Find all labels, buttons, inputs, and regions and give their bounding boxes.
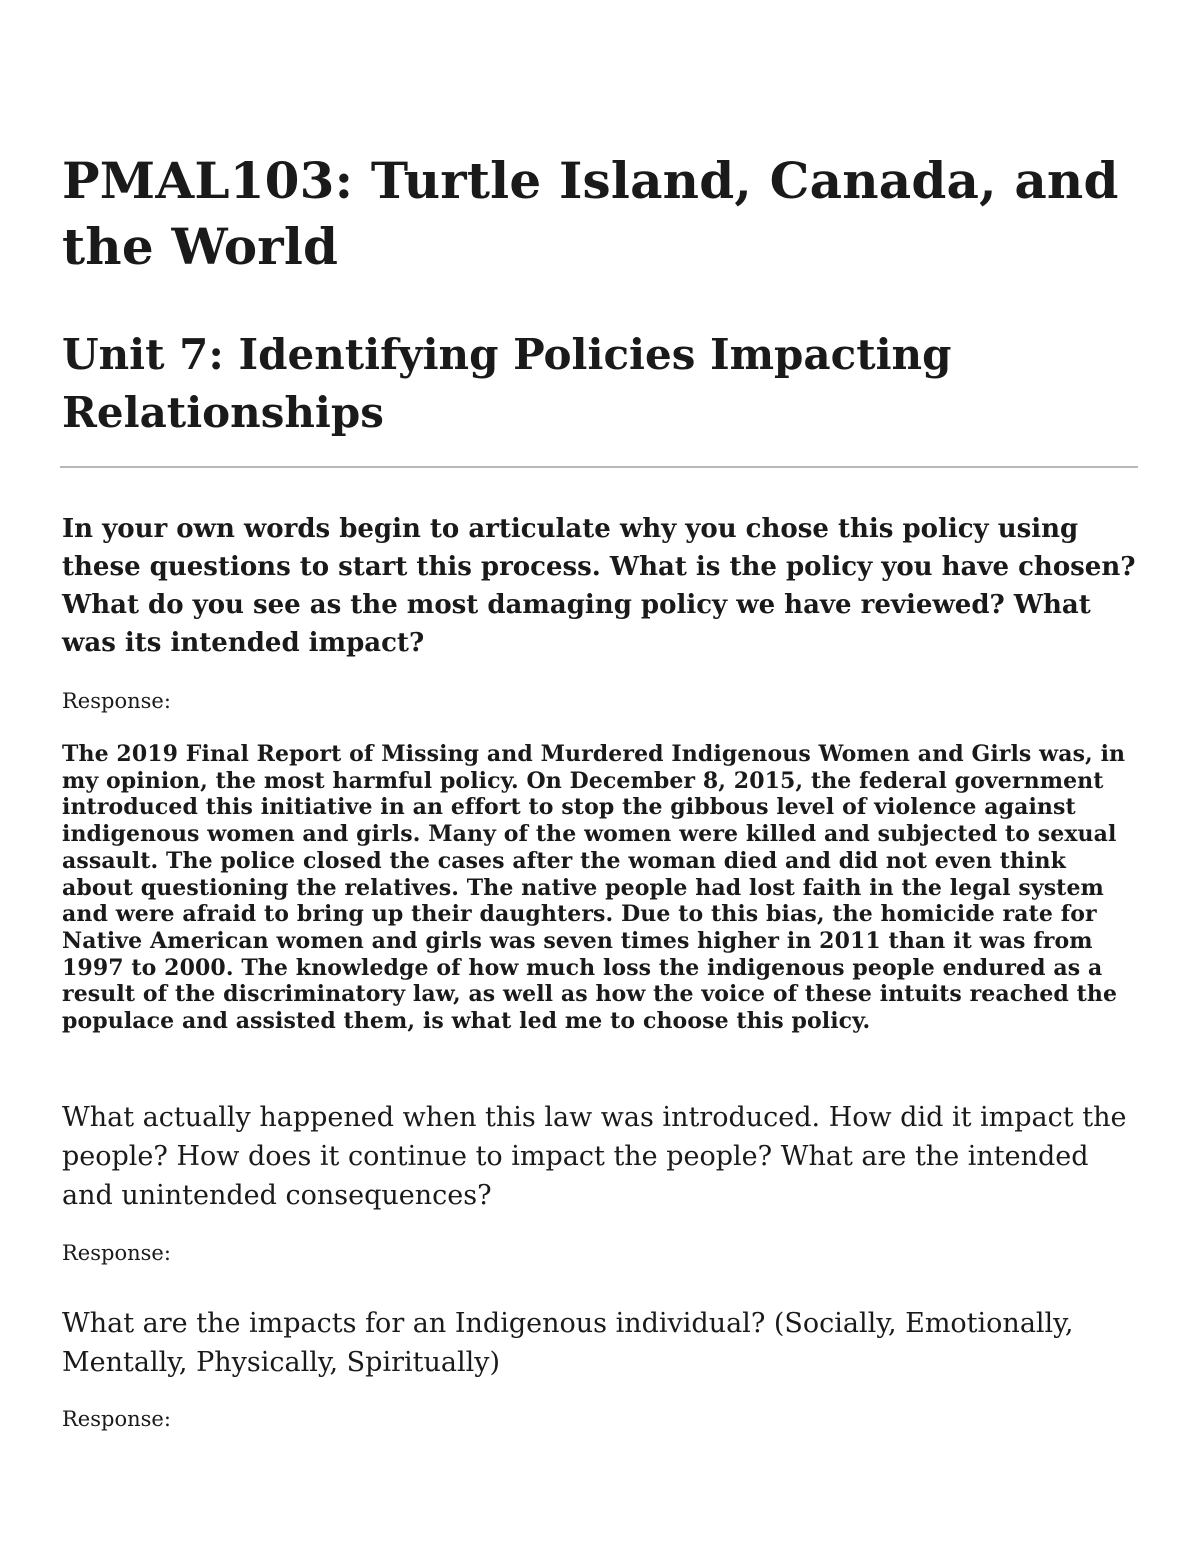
question-1: In your own words begin to articulate why you chose this policy using these questions to start this process. What is the policy you have chosen? What do you see as the most damaging policy we have reviewed? What was its intended impact? <box>62 514 1136 658</box>
response-label-3: Response: <box>62 1407 171 1431</box>
question-2: What actually happened when this law was introduced. How did it impact the people? How does it continue to impact the people? What are the intended and unintended consequences? <box>62 1102 1127 1211</box>
response-label-1: Response: <box>62 689 171 713</box>
response-label-2: Response: <box>62 1241 171 1265</box>
question-3: What are the impacts for an Indigenous individual? (Socially, Emotionally, Mentally, Physically, Spiritually) <box>62 1308 1074 1378</box>
response-text-1: The 2019 Final Report of Missing and Murdered Indigenous Women and Girls was, in my opinion, the most harmful policy. On December 8, 2015, the federal government introduced this initiative in an effort to stop the gibbous level of violence against indigenous women and girls. Many of the women were killed and subjected to sexual assault. The police closed the cases after the woman died and did not even think about questioning the relatives. The native people had lost faith in the legal system and were afraid to bring up their daughters. Due to this bias, the homicide rate for Native American women and girls was seven times higher in 2011 than it was from 1997 to 2000. The knowledge of how much loss the indigenous people endured as a result of the discriminatory law, as well as how the voice of these intuits reached the populace and assisted them, is what led me to choose this policy. <box>62 741 1126 1035</box>
section-divider <box>60 466 1138 468</box>
unit-title: Unit 7: Identifying Policies Impacting Relationships <box>62 330 952 437</box>
document-title: PMAL103: Turtle Island, Canada, and the World <box>62 151 1119 276</box>
